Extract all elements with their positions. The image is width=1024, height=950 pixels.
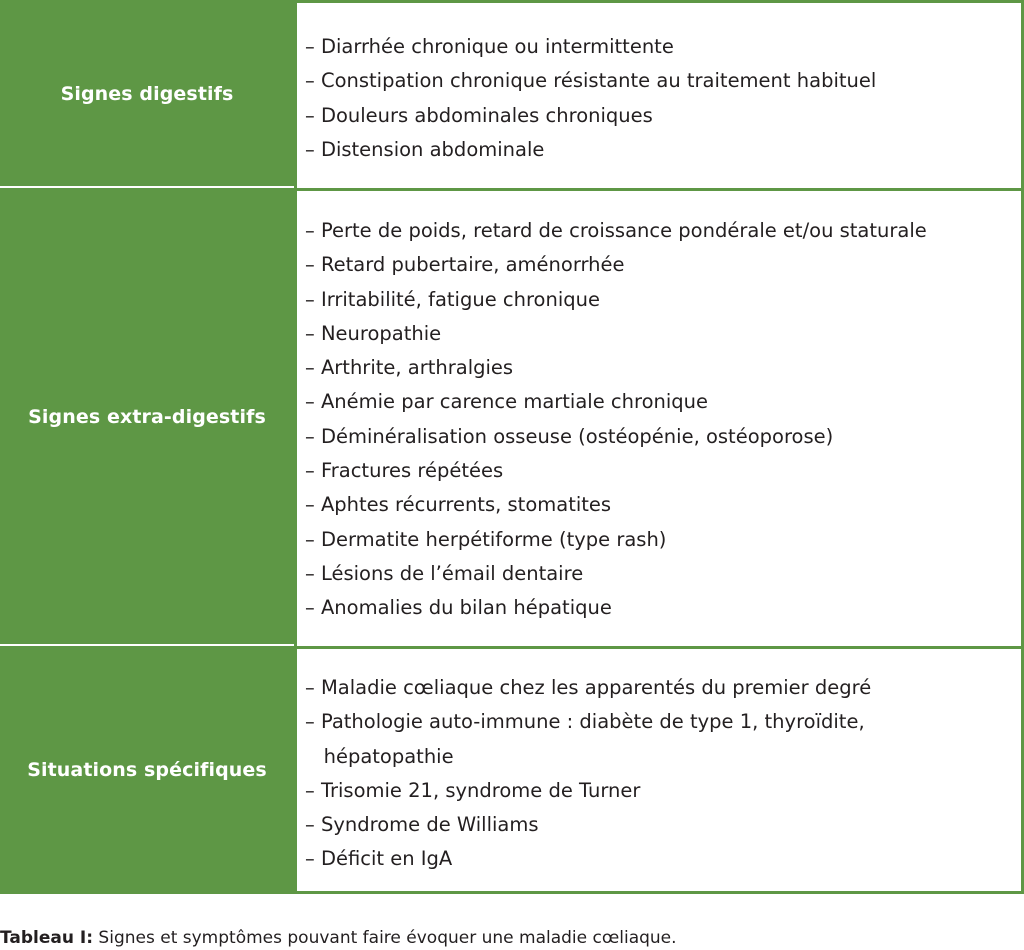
caption-text: Signes et symptômes pouvant faire évoquer une maladie cœliaque.: [93, 928, 677, 948]
list-item: – Arthrite, arthralgies: [305, 356, 514, 380]
list-item: – Trisomie 21, syndrome de Turner: [305, 778, 641, 802]
list-item: – Retard pubertaire, aménorrhée: [305, 253, 625, 277]
table-row-extra-digestive: [0, 188, 1024, 646]
list-item: – Constipation chronique résistante au traitement habituel: [305, 69, 877, 93]
list-item: – Distension abdominale: [305, 137, 545, 161]
list-item: hépatopathie: [305, 744, 454, 768]
list-item: – Douleurs abdominales chroniques: [305, 103, 653, 127]
list-item: – Anémie par carence martiale chronique: [305, 390, 709, 414]
list-item: – Fractures répétées: [305, 459, 504, 483]
row-header: [0, 0, 294, 188]
row-body: [294, 646, 1024, 894]
row-header-label: Situations spécifiques: [27, 759, 267, 781]
table-caption: [0, 928, 677, 948]
row-header-label: Signes digestifs: [60, 83, 234, 105]
row-header-label: Signes extra-digestifs: [28, 406, 266, 428]
list-item: – Irritabilité, fatigue chronique: [305, 287, 600, 311]
row-body: [294, 0, 1024, 188]
list-item: – Neuropathie: [305, 321, 442, 345]
table-row-digestive: [0, 0, 1024, 188]
list-item: – Déminéralisation osseuse (ostéopénie, ostéoporose): [305, 424, 834, 448]
symptom-list: [305, 214, 927, 626]
list-item: – Dermatite herpétiforme (type rash): [305, 527, 667, 551]
symptom-list: [305, 30, 876, 167]
list-item: – Syndrome de Williams: [305, 813, 539, 837]
row-header: [0, 646, 294, 894]
list-item: – Lésions de l’émail dentaire: [305, 561, 584, 585]
caption-label: Tableau I:: [0, 928, 94, 948]
table-row-specific-situations: [0, 646, 1024, 894]
row-header: [0, 188, 294, 646]
list-item: – Pathologie auto-immune : diabète de type 1, thyroïdite,: [305, 710, 865, 734]
list-item: – Diarrhée chronique ou intermittente: [305, 35, 674, 58]
list-item: – Déficit en IgA: [305, 847, 453, 871]
symptom-list: [305, 671, 871, 877]
list-item: – Anomalies du bilan hépatique: [305, 596, 612, 620]
list-item: – Aphtes récurrents, stomatites: [305, 493, 612, 517]
list-item: – Perte de poids, retard de croissance pondérale et/ou staturale: [305, 219, 927, 242]
row-body: [294, 188, 1024, 646]
list-item: – Maladie cœliaque chez les apparentés du premier degré: [305, 676, 872, 699]
